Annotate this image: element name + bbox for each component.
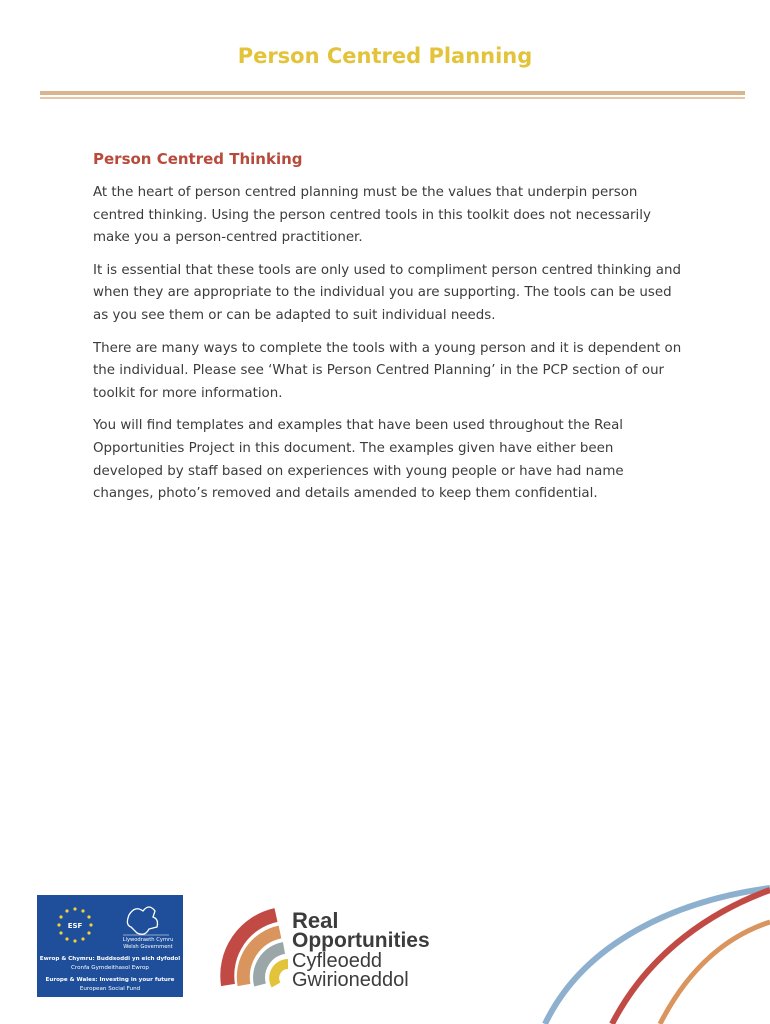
esf-line1: Ewrop & Chymru: Buddsoddi yn eich dyfodol <box>39 956 181 962</box>
paragraph-3: There are many ways to complete the tools with a young person and it is dependent on the individual. Please see ‘What is Person Centred Planning’ in the PCP section of our toolkit for more information. <box>93 340 682 401</box>
paragraph-2: It is essential that these tools are only used to compliment person centred thinking and when they are appropriate to the individual you are supporting. The tools can be used as you see them or can be adapted to suit individual needs. <box>93 262 681 323</box>
paragraph-1: At the heart of person centred planning must be the values that underpin person centred thinking. Using the person centred tools in this toolkit does not necessarily make you a person-centred practitioner. <box>93 185 651 246</box>
esf-line4: European Social Fund <box>79 986 141 992</box>
logo-word-cyfleoedd: Cyfleoedd <box>292 950 383 972</box>
logo-word-opportunities: Opportunities <box>292 929 430 952</box>
logo-word-real: Real <box>292 908 339 933</box>
gov-english: Welsh Government <box>123 943 173 950</box>
logo-word-gwirioneddol: Gwirioneddol <box>292 969 409 991</box>
esf-line3: Europe & Wales: Investing in your future <box>45 977 175 983</box>
page-title: Person Centred Planning <box>237 44 533 68</box>
gov-welsh: Llywodraeth Cymru <box>122 937 174 943</box>
section-heading: Person Centred Thinking <box>93 150 303 168</box>
esf-line2: Cronfa Gymdeithasol Ewrop <box>71 965 149 971</box>
paragraph-4: You will find templates and examples that have been used throughout the Real Opportunities Project in this document. The examples given have either been developed by staff based on experiences with young people or have had name changes, photo’s removed and details amended to keep them confidential. <box>93 418 624 502</box>
esf-label: ESF <box>67 922 83 930</box>
